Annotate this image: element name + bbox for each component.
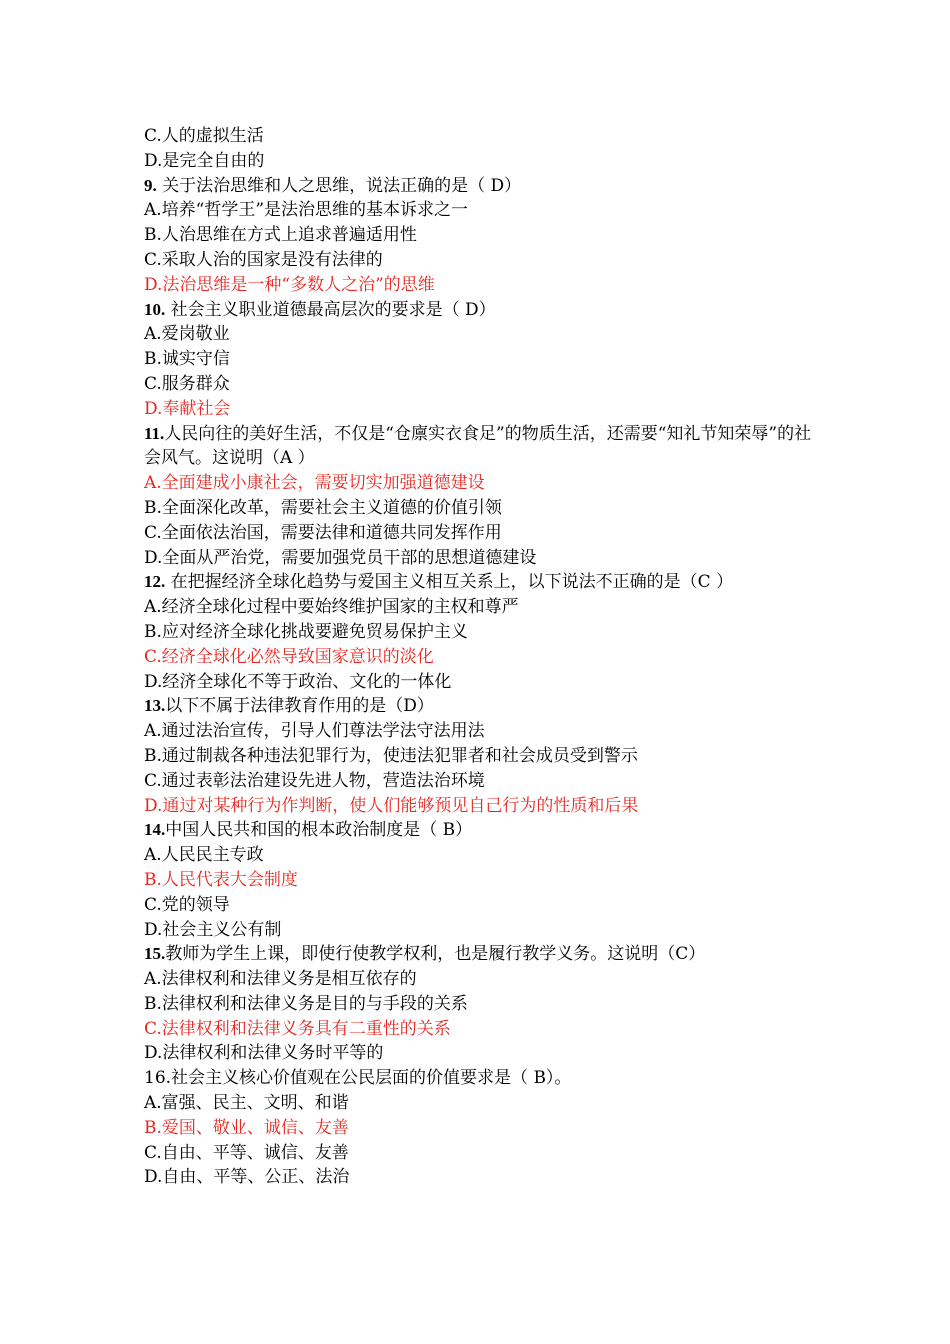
question-number: 15.: [144, 944, 166, 964]
correct-option-line: A.全面建成小康社会，需要切实加强道德建设: [144, 473, 485, 494]
option-line: B.诚实守信: [144, 349, 230, 370]
correct-option-line: B.爱国、敬业、诚信、友善: [144, 1117, 349, 1138]
option-line: C.采取人治的国家是没有法律的: [144, 249, 383, 270]
correct-option-line: D.法治思维是一种“多数人之治”的思维: [144, 274, 435, 295]
option-line: D.是完全自由的: [144, 150, 265, 171]
correct-option-line: B.人民代表大会制度: [144, 869, 298, 890]
question-text: 中国人民共和国的根本政治制度是（ B）: [165, 820, 473, 841]
option-line: C.全面依法治国，需要法律和道德共同发挥作用: [144, 522, 502, 543]
question-text: 社会主义职业道德最高层次的要求是（ D）: [165, 299, 496, 320]
question-number: 10.: [144, 299, 166, 319]
question-text: 以下不属于法律教育作用的是（D）: [165, 696, 434, 717]
question-number: 14.: [144, 820, 166, 840]
question-number: 11.: [144, 423, 165, 443]
option-line: B.人治思维在方式上追求普遍适用性: [144, 225, 417, 246]
option-line: A.人民民主专政: [144, 845, 264, 866]
option-line: C.自由、平等、诚信、友善: [144, 1142, 349, 1163]
correct-option-line: C.法律权利和法律义务具有二重性的关系: [144, 1018, 451, 1039]
question-number: 9.: [144, 175, 157, 195]
option-line: A.富强、民主、文明、和谐: [144, 1093, 349, 1114]
option-line: B.法律权利和法律义务是目的与手段的关系: [144, 993, 468, 1014]
option-line: D.法律权利和法律义务时平等的: [144, 1043, 384, 1064]
question-13: [144, 694, 824, 719]
question-15: [144, 942, 824, 967]
correct-option-line: D.通过对某种行为作判断，使人们能够预见自己行为的性质和后果: [144, 795, 639, 816]
correct-option-line: C.经济全球化必然导致国家意识的淡化: [144, 646, 434, 667]
question-text: 16.社会主义核心价值观在公民层面的价值要求是（ B）。: [144, 1068, 572, 1089]
option-line: D.自由、平等、公正、法治: [144, 1167, 350, 1188]
question-9: [144, 174, 824, 199]
question-number: 13.: [144, 696, 166, 716]
option-line: A.培养“哲学王”是法治思维的基本诉求之一: [144, 200, 469, 221]
question-14: [144, 818, 824, 843]
option-line: A.通过法治宣传，引导人们尊法学法守法用法: [144, 721, 485, 742]
option-line: C.通过表彰法治建设先进人物，营造法治环境: [144, 770, 485, 791]
correct-option-line: D.奉献社会: [144, 398, 231, 419]
option-line: A.经济全球化过程中要始终维护国家的主权和尊严: [144, 597, 519, 618]
question-16: [144, 1066, 824, 1091]
option-line: B.应对经济全球化挑战要避免贸易保护主义: [144, 621, 468, 642]
question-text: 人民向往的美好生活，不仅是“仓廪实衣食足”的物质生活，还需要“知礼节知荣辱”的社会风气。这说明（A ）: [144, 423, 812, 469]
option-line: A.爱岗敬业: [144, 324, 230, 345]
option-line: C.服务群众: [144, 373, 230, 394]
option-line: B.全面深化改革，需要社会主义道德的价值引领: [144, 497, 502, 518]
question-text: 教师为学生上课，即使行使教学权利，也是履行教学义务。这说明（C）: [165, 944, 706, 965]
question-10: [144, 298, 824, 323]
document-page: [144, 124, 824, 1190]
option-line: D.经济全球化不等于政治、文化的一体化: [144, 671, 452, 692]
question-text: 关于法治思维和人之思维，说法正确的是（ D）: [156, 175, 522, 196]
option-line: D.社会主义公有制: [144, 919, 282, 940]
option-line: A.法律权利和法律义务是相互依存的: [144, 969, 417, 990]
option-line: D.全面从严治党，需要加强党员干部的思想道德建设: [144, 547, 537, 568]
question-11: [144, 422, 824, 472]
option-line: C.党的领导: [144, 894, 230, 915]
question-text: 在把握经济全球化趋势与爱国主义相互关系上，以下说法不正确的是（C ）: [165, 572, 734, 593]
question-number: 12.: [144, 572, 166, 592]
question-12: [144, 570, 824, 595]
option-line: B.通过制裁各种违法犯罪行为，使违法犯罪者和社会成员受到警示: [144, 745, 638, 766]
option-line: C.人的虚拟生活: [144, 126, 264, 146]
